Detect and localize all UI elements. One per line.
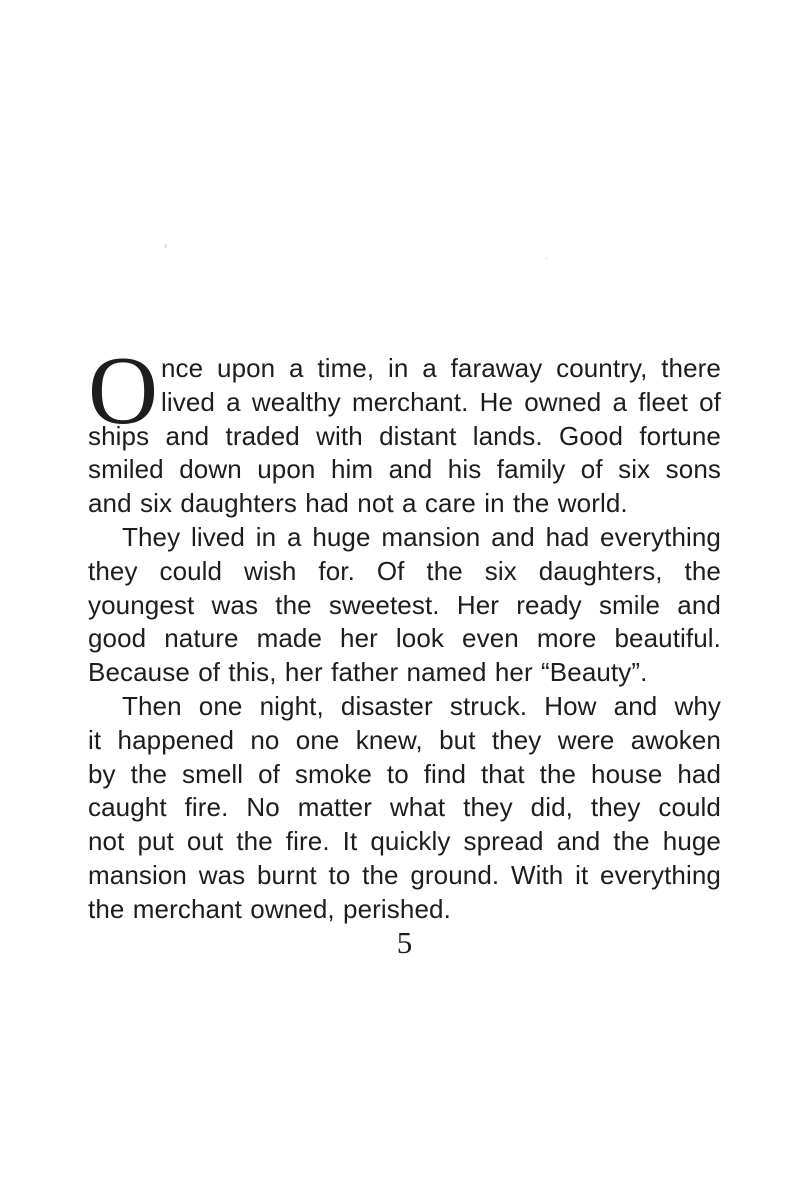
text-line: good nature made her look even more beautiful. xyxy=(88,623,721,654)
drop-cap-letter: O xyxy=(88,337,157,444)
paragraph xyxy=(88,521,721,690)
text-line: smiled down upon him and his family of six sons xyxy=(88,454,721,485)
scan-speck xyxy=(164,244,167,248)
text-line: nce upon a time, in a faraway country, there xyxy=(161,353,721,383)
paragraph xyxy=(88,690,721,927)
text-line: Then one night, disaster struck. How and why xyxy=(122,690,721,721)
text-line: the merchant owned, perished. xyxy=(88,893,451,924)
paragraph xyxy=(88,337,721,521)
text-line: ships and traded with distant lands. Good fortune xyxy=(88,420,721,451)
drop-cap xyxy=(88,337,161,444)
text-block xyxy=(88,337,721,927)
text-line: mansion was burnt to the ground. With it everything xyxy=(88,859,721,890)
text-line: and six daughters had not a care in the world. xyxy=(88,488,628,519)
text-line: caught fire. No matter what they did, they could xyxy=(88,792,721,823)
text-line: by the smell of smoke to find that the house had xyxy=(88,758,721,789)
text-line: they could wish for. Of the six daughters, the xyxy=(88,555,721,586)
page-number: 5 xyxy=(396,925,413,960)
text-line: it happened no one knew, but they were awoken xyxy=(88,724,721,755)
text-line: not put out the fire. It quickly spread and the huge xyxy=(88,826,721,857)
scan-speck xyxy=(545,257,548,260)
text-line: They lived in a huge mansion and had everything xyxy=(122,521,721,552)
text-line: youngest was the sweetest. Her ready smile and xyxy=(88,589,721,620)
text-line: lived a wealthy merchant. He owned a fleet of xyxy=(161,386,721,417)
text-line: Because of this, her father named her “Beauty”. xyxy=(88,657,648,688)
